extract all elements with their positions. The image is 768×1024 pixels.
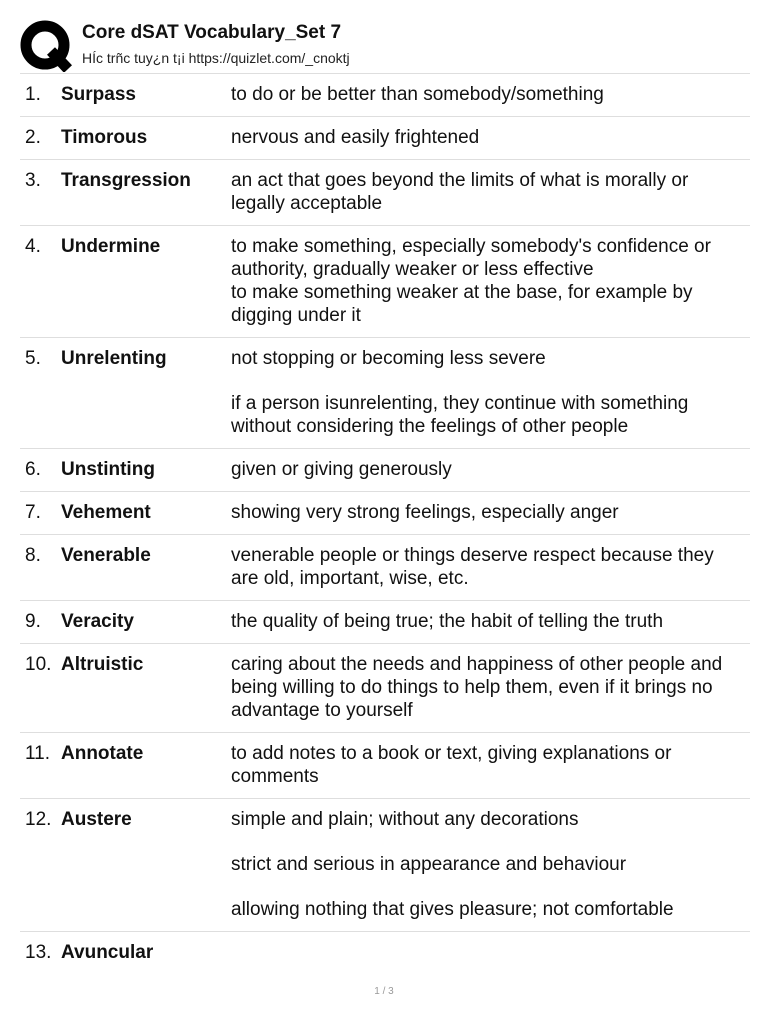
vocab-definitions <box>231 169 750 215</box>
vocab-term: Surpass <box>61 84 136 105</box>
source-link-text: HÍc trñc tuy¿n t¡i https://quizlet.com/_cnoktj <box>82 50 350 66</box>
vocab-row <box>20 74 750 117</box>
item-number: 1. <box>25 84 41 105</box>
vocab-definitions <box>231 653 750 722</box>
item-number: 13. <box>25 942 52 963</box>
vocab-term: Austere <box>61 809 132 830</box>
item-number: 8. <box>25 545 41 566</box>
definition-text: an act that goes beyond the limits of what is morally or legally acceptable <box>231 170 689 214</box>
definition-text: to make something weaker at the base, for example by digging under it <box>231 282 693 326</box>
definition-text: venerable people or things deserve respect because they are old, important, wise, etc. <box>231 545 714 589</box>
vocab-definitions <box>231 941 750 964</box>
vocab-row <box>20 601 750 644</box>
item-number: 7. <box>25 502 41 523</box>
document-header <box>0 0 768 74</box>
vocab-definitions <box>231 235 750 327</box>
vocab-term: Undermine <box>61 236 161 257</box>
vocab-definitions <box>231 126 750 149</box>
vocab-term: Unstinting <box>61 459 155 480</box>
vocab-row <box>20 117 750 160</box>
quizlet-q-icon <box>20 20 72 72</box>
definition-text: allowing nothing that gives pleasure; not comfortable <box>231 899 674 920</box>
vocabulary-list <box>20 73 750 974</box>
vocab-row <box>20 338 750 449</box>
item-number: 5. <box>25 348 41 369</box>
item-number: 3. <box>25 170 41 191</box>
vocab-row <box>20 449 750 492</box>
document-title: Core dSAT Vocabulary_Set 7 <box>82 22 342 43</box>
vocab-row <box>20 932 750 974</box>
vocab-term: Annotate <box>61 743 144 764</box>
vocab-row <box>20 160 750 226</box>
vocab-term: Vehement <box>61 502 151 523</box>
definition-text: caring about the needs and happiness of other people and being willing to do things to help them, even if it brings no advantage to yourself <box>231 654 723 721</box>
item-number: 9. <box>25 611 41 632</box>
definition-text: the quality of being true; the habit of telling the truth <box>231 611 664 632</box>
vocab-row <box>20 799 750 932</box>
vocab-definitions <box>231 501 750 524</box>
vocab-term: Veracity <box>61 611 134 632</box>
vocab-definitions <box>231 742 750 788</box>
definition-text: showing very strong feelings, especially anger <box>231 502 619 523</box>
vocab-term: Altruistic <box>61 654 144 675</box>
vocab-row <box>20 226 750 338</box>
definition-text: to add notes to a book or text, giving explanations or comments <box>231 743 672 787</box>
item-number: 2. <box>25 127 41 148</box>
item-number: 11. <box>25 743 51 764</box>
definition-text: nervous and easily frightened <box>231 127 480 148</box>
vocab-term: Unrelenting <box>61 348 167 369</box>
vocab-definitions <box>231 347 750 438</box>
vocab-definitions <box>231 610 750 633</box>
item-number: 4. <box>25 236 41 257</box>
vocab-definitions <box>231 544 750 590</box>
vocab-row <box>20 644 750 733</box>
definition-text: to make something, especially somebody's confidence or authority, gradually weaker or less effective <box>231 236 711 280</box>
vocab-row <box>20 733 750 799</box>
item-number: 12. <box>25 809 52 830</box>
definition-text: strict and serious in appearance and behaviour <box>231 854 627 875</box>
page-indicator: 1 / 3 <box>374 986 394 997</box>
vocab-row <box>20 535 750 601</box>
definition-text: not stopping or becoming less severe <box>231 348 546 369</box>
definition-text: given or giving generously <box>231 459 452 480</box>
vocab-term: Transgression <box>61 170 191 191</box>
vocab-definitions <box>231 458 750 481</box>
vocab-term: Venerable <box>61 545 151 566</box>
item-number: 10. <box>25 654 52 675</box>
item-number: 6. <box>25 459 41 480</box>
definition-text: if a person isunrelenting, they continue with something without considering the feelings of other people <box>231 393 689 437</box>
definition-text: to do or be better than somebody/something <box>231 84 604 105</box>
vocab-row <box>20 492 750 535</box>
vocab-definitions <box>231 808 750 921</box>
vocab-term: Timorous <box>61 127 148 148</box>
definition-text: simple and plain; without any decorations <box>231 809 579 830</box>
vocab-definitions <box>231 83 750 106</box>
vocab-term: Avuncular <box>61 942 154 963</box>
